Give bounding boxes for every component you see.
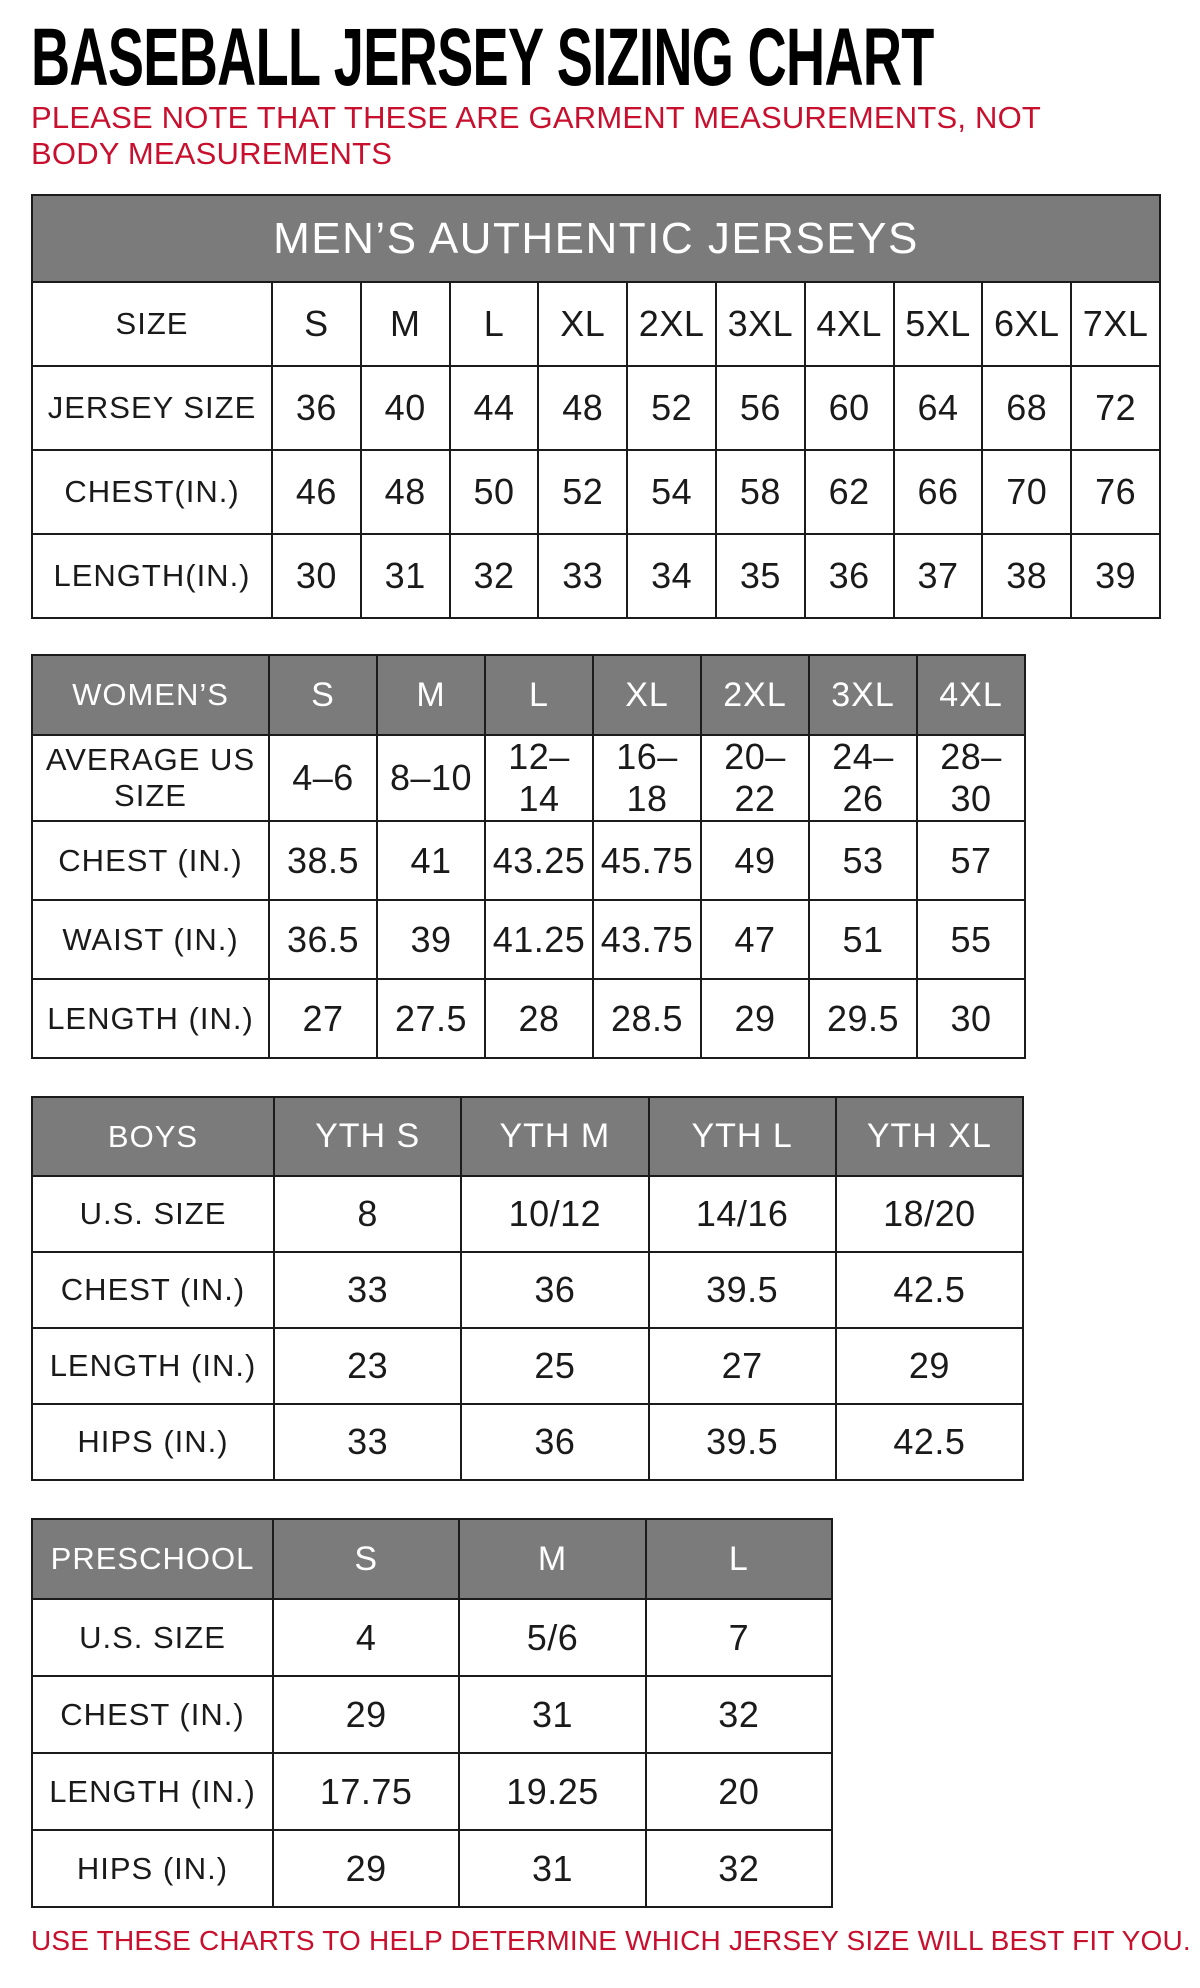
measurement-value-cell: 44 [450,366,539,450]
measurement-value-cell: 33 [538,534,627,618]
measurement-value-cell: 33 [274,1404,461,1480]
size-column-header: 3XL [809,655,917,735]
table-row [32,1404,1023,1480]
table-row [32,1599,832,1676]
measurement-value-cell: 30 [917,979,1025,1058]
table-banner: MEN’S AUTHENTIC JERSEYS [32,195,1160,282]
measurement-value-cell: 39 [1071,534,1160,618]
size-column-header: M [377,655,485,735]
mens-sizing-table [31,194,1161,619]
measurement-value-cell: 34 [627,534,716,618]
measurement-value-cell: 4–6 [269,735,377,821]
size-column-header: YTH S [274,1097,461,1176]
measurement-value-cell: 53 [809,821,917,900]
measurement-value-cell: 27 [649,1328,836,1404]
measurement-value-cell: 23 [274,1328,461,1404]
measurement-value-cell: 18/20 [836,1176,1023,1252]
row-label: U.S. SIZE [32,1176,274,1252]
table-row [32,1830,832,1907]
table-row [32,534,1160,618]
measurement-value-cell: 60 [805,366,894,450]
size-column-header: 2XL [701,655,809,735]
table-row [32,1176,1023,1252]
measurement-value-cell: 36 [461,1404,648,1480]
measurement-value-cell: 36 [805,534,894,618]
row-label: LENGTH (IN.) [32,979,269,1058]
measurement-value-cell: 20 [646,1753,832,1830]
measurement-value-cell: 52 [627,366,716,450]
measurement-value-cell: L [450,282,539,366]
measurement-value-cell: 50 [450,450,539,534]
table-row [32,450,1160,534]
measurement-value-cell: 49 [701,821,809,900]
measurement-value-cell: 57 [917,821,1025,900]
measurement-value-cell: 19.25 [459,1753,645,1830]
measurement-value-cell: 72 [1071,366,1160,450]
measurement-value-cell: 14/16 [649,1176,836,1252]
measurement-value-cell: 38 [982,534,1071,618]
measurement-value-cell: 47 [701,900,809,979]
row-label: WAIST (IN.) [32,900,269,979]
measurement-value-cell: S [272,282,361,366]
row-label: JERSEY SIZE [32,366,272,450]
size-column-header: 4XL [917,655,1025,735]
measurement-value-cell: 28–30 [917,735,1025,821]
measurement-value-cell: 27.5 [377,979,485,1058]
measurement-value-cell: 16–18 [593,735,701,821]
table-row [32,1753,832,1830]
measurement-value-cell: 12–14 [485,735,593,821]
measurement-value-cell: 68 [982,366,1071,450]
size-column-header: YTH M [461,1097,648,1176]
row-label: CHEST (IN.) [32,821,269,900]
measurement-value-cell: 56 [716,366,805,450]
table-row [32,366,1160,450]
measurement-value-cell: 38.5 [269,821,377,900]
measurement-value-cell: 25 [461,1328,648,1404]
row-label: CHEST (IN.) [32,1252,274,1328]
table-header-row [32,1097,1023,1176]
measurement-value-cell: 32 [646,1676,832,1753]
measurement-value-cell: 32 [450,534,539,618]
measurement-value-cell: 29 [701,979,809,1058]
measurement-value-cell: 66 [894,450,983,534]
measurement-value-cell: 8 [274,1176,461,1252]
size-column-header: L [646,1519,832,1599]
measurement-value-cell: 6XL [982,282,1071,366]
size-column-header: M [459,1519,645,1599]
size-column-header: XL [593,655,701,735]
measurement-value-cell: 76 [1071,450,1160,534]
row-label: LENGTH (IN.) [32,1753,273,1830]
measurement-value-cell: 54 [627,450,716,534]
measurement-value-cell: 20–22 [701,735,809,821]
measurement-value-cell: 7 [646,1599,832,1676]
table-row [32,282,1160,366]
measurement-value-cell: 24–26 [809,735,917,821]
table-row [32,821,1025,900]
table-header-label: BOYS [32,1097,274,1176]
size-column-header: S [269,655,377,735]
measurement-value-cell: 41 [377,821,485,900]
boys-sizing-table [31,1096,1024,1481]
measurement-value-cell: 29 [273,1676,459,1753]
table-row [32,1676,832,1753]
table-row [32,735,1025,821]
row-label: U.S. SIZE [32,1599,273,1676]
measurement-value-cell: 43.25 [485,821,593,900]
row-label: HIPS (IN.) [32,1830,273,1907]
measurement-value-cell: 10/12 [461,1176,648,1252]
measurement-value-cell: 4XL [805,282,894,366]
measurement-value-cell: 39.5 [649,1252,836,1328]
measurement-value-cell: 42.5 [836,1252,1023,1328]
row-label: LENGTH (IN.) [32,1328,274,1404]
measurement-value-cell: 5XL [894,282,983,366]
measurement-value-cell: 48 [538,366,627,450]
measurement-value-cell: 64 [894,366,983,450]
measurement-value-cell: 43.75 [593,900,701,979]
table-banner-row [32,195,1160,282]
measurement-value-cell: 31 [459,1830,645,1907]
measurement-value-cell: 33 [274,1252,461,1328]
measurement-value-cell: 36.5 [269,900,377,979]
measurement-value-cell: 28 [485,979,593,1058]
garment-measurement-note: PLEASE NOTE THAT THESE ARE GARMENT MEASUREMENTS, NOT BODY MEASUREMENTS [31,100,1041,171]
measurement-value-cell: 62 [805,450,894,534]
measurement-value-cell: 29 [836,1328,1023,1404]
measurement-value-cell: M [361,282,450,366]
womens-sizing-table [31,654,1026,1059]
preschool-sizing-table [31,1518,833,1908]
measurement-value-cell: 8–10 [377,735,485,821]
measurement-value-cell: 48 [361,450,450,534]
row-label: CHEST (IN.) [32,1676,273,1753]
measurement-value-cell: 31 [361,534,450,618]
measurement-value-cell: 45.75 [593,821,701,900]
measurement-value-cell: 4 [273,1599,459,1676]
table-row [32,1252,1023,1328]
measurement-value-cell: 3XL [716,282,805,366]
row-label: HIPS (IN.) [32,1404,274,1480]
table-header-row [32,655,1025,735]
table-row [32,1328,1023,1404]
measurement-value-cell: 36 [272,366,361,450]
measurement-value-cell: 40 [361,366,450,450]
table-row [32,979,1025,1058]
measurement-value-cell: 39 [377,900,485,979]
size-column-header: YTH XL [836,1097,1023,1176]
measurement-value-cell: 31 [459,1676,645,1753]
measurement-value-cell: 35 [716,534,805,618]
size-column-header: S [273,1519,459,1599]
measurement-value-cell: 32 [646,1830,832,1907]
footer-note: USE THESE CHARTS TO HELP DETERMINE WHICH JERSEY SIZE WILL BEST FIT YOU. [31,1925,1191,1956]
table-header-label: WOMEN’S [32,655,269,735]
row-label: CHEST(IN.) [32,450,272,534]
measurement-value-cell: 37 [894,534,983,618]
row-label: AVERAGE US SIZE [32,735,269,821]
measurement-value-cell: 7XL [1071,282,1160,366]
measurement-value-cell: 51 [809,900,917,979]
measurement-value-cell: 36 [461,1252,648,1328]
size-column-header: L [485,655,593,735]
measurement-value-cell: 17.75 [273,1753,459,1830]
page-title [31,12,1180,103]
measurement-value-cell: 27 [269,979,377,1058]
measurement-value-cell: 42.5 [836,1404,1023,1480]
measurement-value-cell: 41.25 [485,900,593,979]
measurement-value-cell: 28.5 [593,979,701,1058]
row-label: LENGTH(IN.) [32,534,272,618]
measurement-value-cell: 52 [538,450,627,534]
table-header-label: PRESCHOOL [32,1519,273,1599]
page-title-text: BASEBALL JERSEY SIZING CHART [31,12,934,103]
measurement-value-cell: XL [538,282,627,366]
table-header-row [32,1519,832,1599]
row-label: SIZE [32,282,272,366]
measurement-value-cell: 2XL [627,282,716,366]
measurement-value-cell: 58 [716,450,805,534]
measurement-value-cell: 5/6 [459,1599,645,1676]
measurement-value-cell: 29.5 [809,979,917,1058]
size-column-header: YTH L [649,1097,836,1176]
measurement-value-cell: 55 [917,900,1025,979]
table-row [32,900,1025,979]
measurement-value-cell: 46 [272,450,361,534]
measurement-value-cell: 30 [272,534,361,618]
measurement-value-cell: 29 [273,1830,459,1907]
measurement-value-cell: 70 [982,450,1071,534]
measurement-value-cell: 39.5 [649,1404,836,1480]
